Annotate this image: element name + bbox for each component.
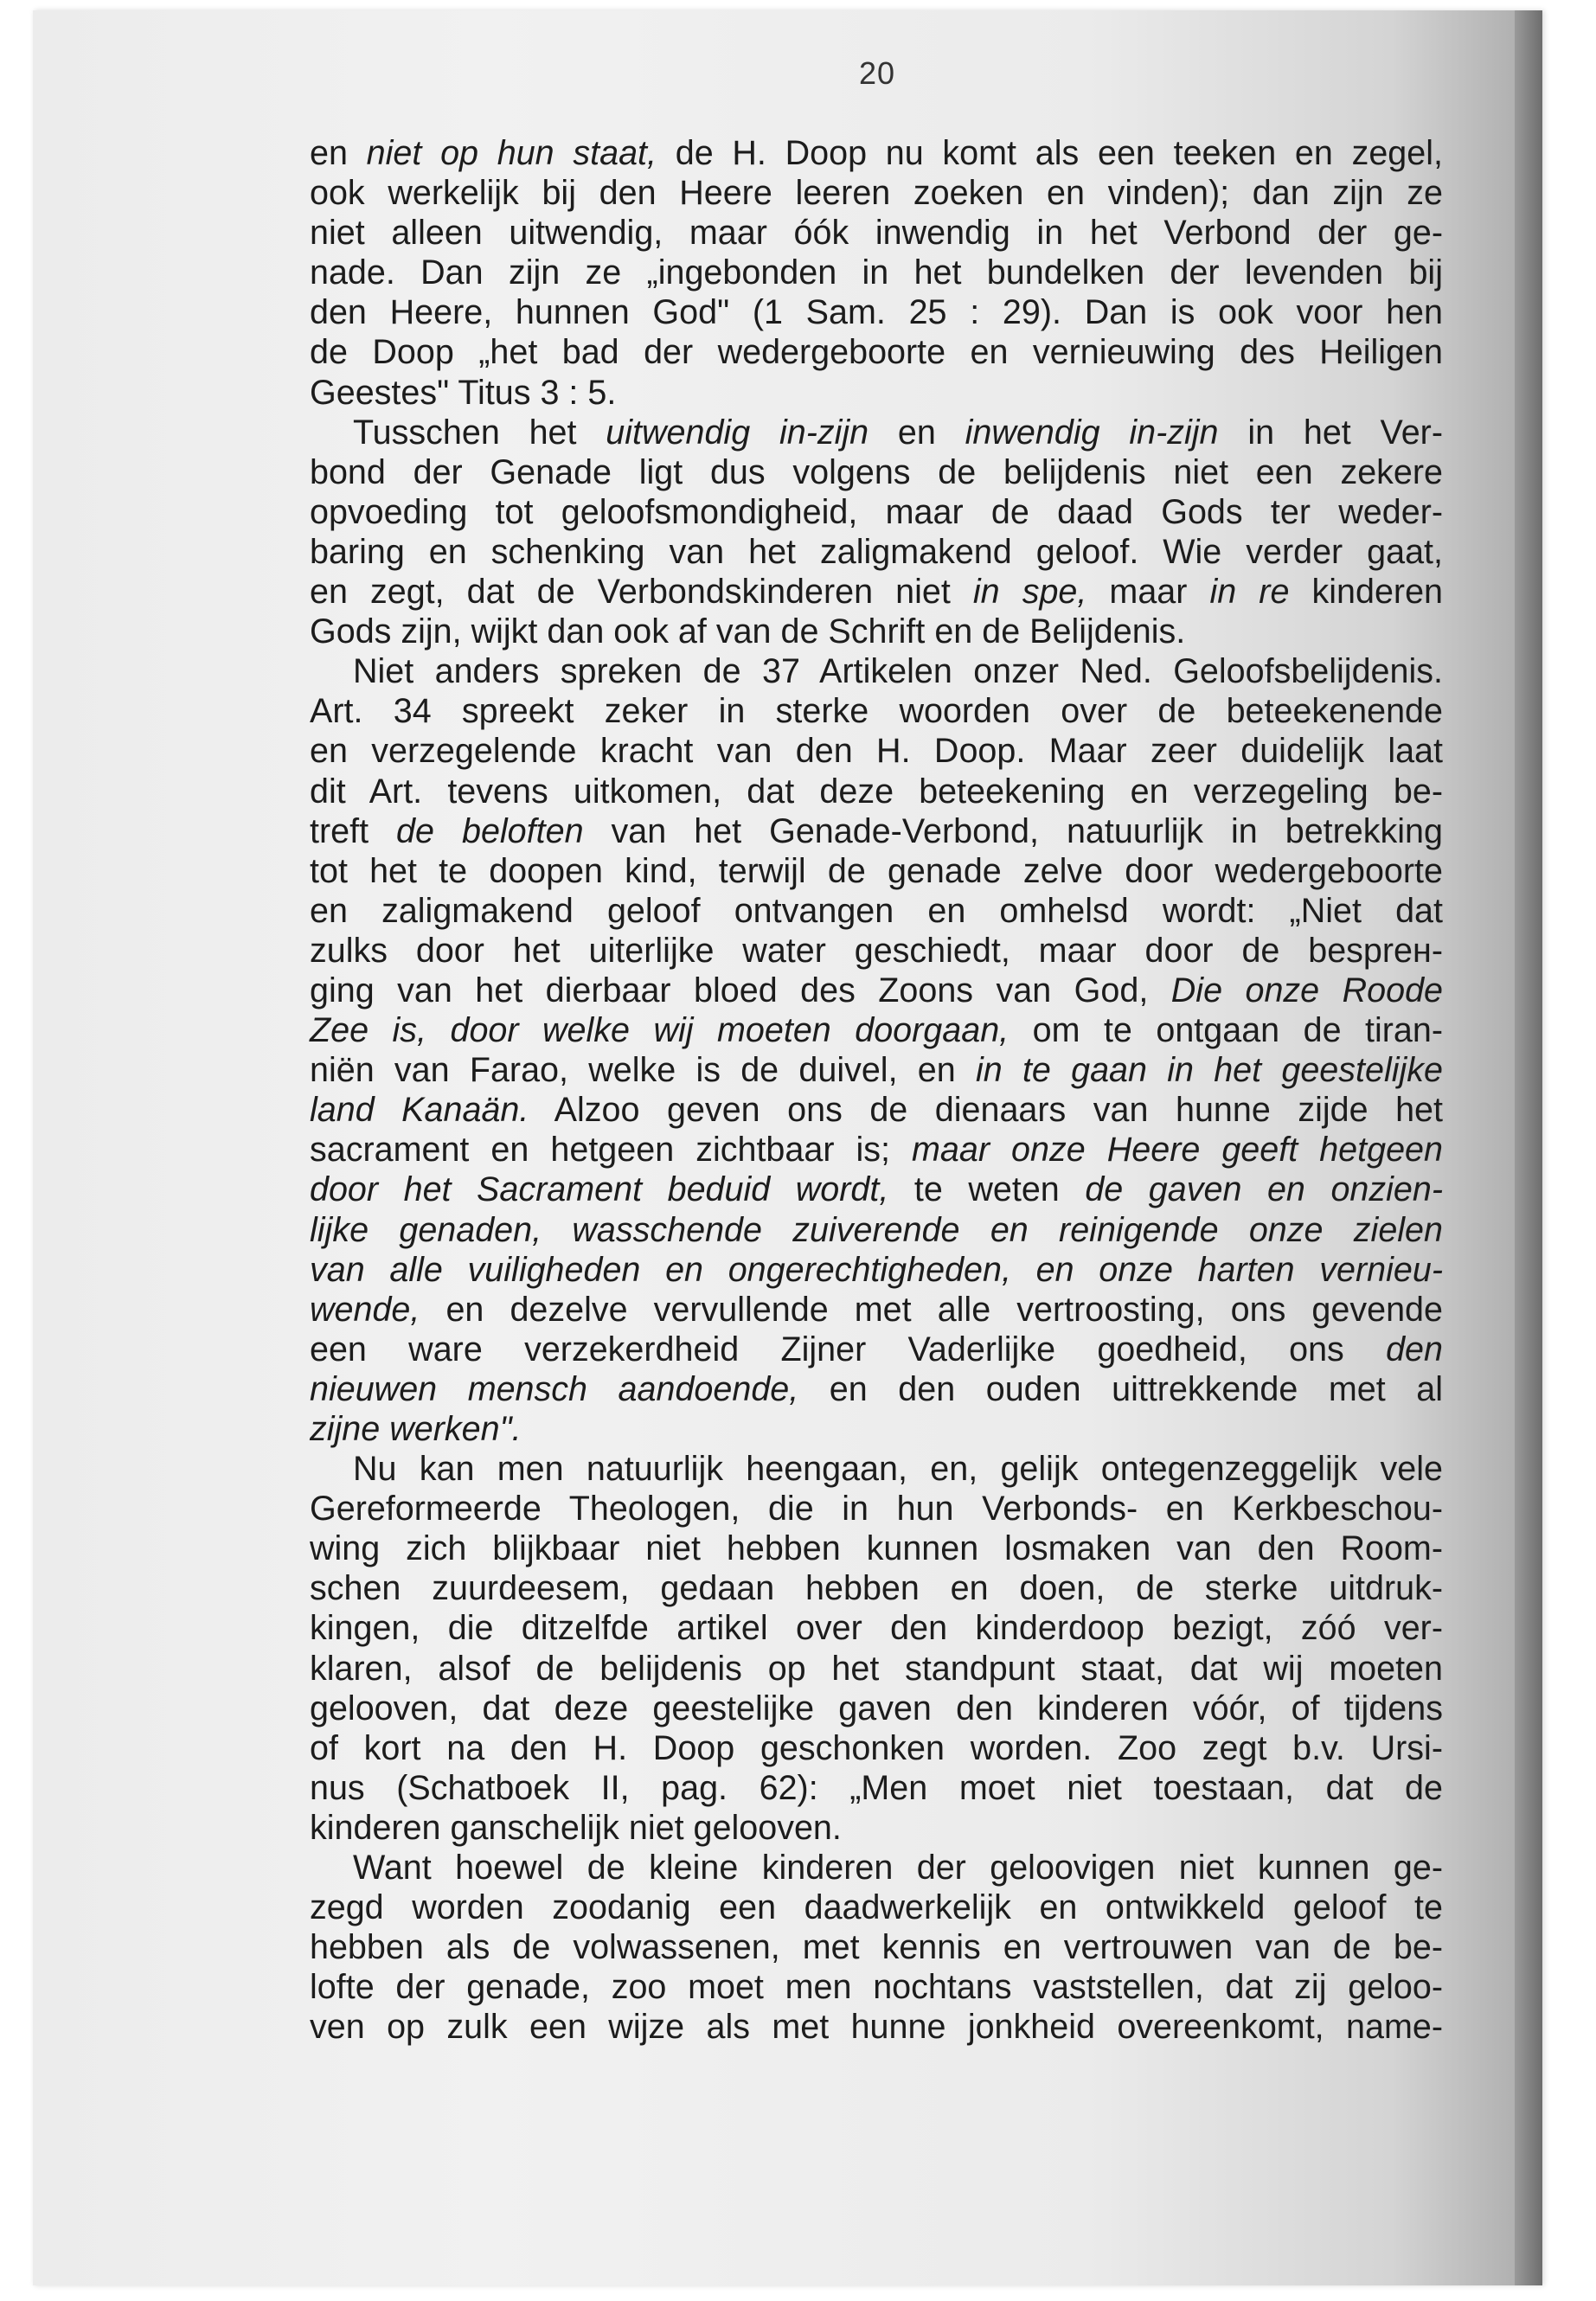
text-segment: kinderen <box>1289 573 1443 612</box>
text-segment: nus (Schatboek II, pag. 62): „Men moet niet toestaan, dat de <box>310 1768 1443 1807</box>
text-segment: gelooven, dat deze geestelijke gaven den kinderen vóór, of tijdens <box>310 1689 1443 1727</box>
text-line <box>310 452 1443 492</box>
italic-text: Die onze Roode <box>1170 971 1444 1009</box>
text-line <box>310 931 1443 971</box>
text-line <box>310 772 1443 811</box>
text-segment: treft <box>310 811 397 850</box>
text-segment: te weten <box>888 1170 1086 1209</box>
text-line <box>310 173 1443 213</box>
text-line <box>310 1210 1443 1250</box>
text-segment: kinderen ganschelijk niet gelooven. <box>310 1808 842 1847</box>
text-line <box>310 1728 1443 1768</box>
text-line <box>310 691 1443 731</box>
text-segment: een ware verzekerdheid Zijner Vaderlijke goedheid, ons <box>310 1330 1387 1368</box>
text-segment: niet alleen uitwendig, maar óók inwendig in het Verbond der ge- <box>310 214 1443 253</box>
text-segment: Alzoo geven ons de dienaars van hunne zijde het <box>529 1091 1443 1130</box>
text-line <box>310 373 1443 413</box>
text-segment: Nu kan men natuurlijk heengaan, en, gelijk ontegenzeggelijk vele <box>353 1450 1443 1489</box>
text-segment: in het Ver- <box>1218 413 1443 452</box>
text-line <box>310 1649 1443 1689</box>
page-number: 20 <box>859 55 896 91</box>
italic-text: de beloften <box>396 811 584 850</box>
body-text <box>310 133 1443 2048</box>
text-line <box>310 1290 1443 1330</box>
text-line <box>310 1130 1443 1170</box>
text-segment: sacrament en hetgeen zichtbaar is; <box>310 1131 913 1170</box>
text-line <box>310 971 1443 1010</box>
text-line <box>310 731 1443 771</box>
text-segment: klaren, alsof de belijdenis op het standpunt staat, dat wij moeten <box>310 1649 1443 1688</box>
text-segment: of kort na den H. Doop geschonken worden. Zoo zegt b.v. Ursi- <box>310 1728 1443 1767</box>
book-page <box>33 10 1542 2285</box>
text-line <box>310 492 1443 532</box>
text-segment: dit Art. tevens uitkomen, dat deze beteekening en verzegeling be- <box>310 772 1443 811</box>
italic-text: uitwendig in-zijn <box>606 413 869 452</box>
text-segment: en den ouden uittrekkende met al <box>798 1369 1443 1408</box>
text-segment: den Heere, hunnen God" (1 Sam. 25 : 29). Dan is ook voor hen <box>310 293 1443 332</box>
text-line <box>310 1848 1443 1888</box>
text-segment: zulks door het uiterlijke water geschiedt, maar door de besprен- <box>310 931 1443 970</box>
italic-text: in re <box>1209 573 1290 612</box>
text-segment: de H. Doop nu komt als een teeken en zegel, <box>657 134 1443 172</box>
italic-text: door het Sacrament beduid wordt, <box>310 1170 889 1209</box>
text-line <box>310 213 1443 253</box>
text-line <box>310 1250 1443 1290</box>
italic-text: den <box>1386 1330 1443 1368</box>
text-segment: tot het te doopen kind, terwijl de genade zelve door wedergeboorte <box>310 851 1443 890</box>
text-segment: opvoeding tot geloofsmondigheid, maar de daad Gods ter weder- <box>310 492 1443 531</box>
text-segment: schen zuurdeesem, gedaan hebben en doen, de sterke uitdruk- <box>310 1569 1443 1608</box>
italic-text: niet op hun staat, <box>366 134 657 172</box>
text-segment: kingen, die ditzelfde artikel over den kinderdoop bezigt, zóó ver- <box>310 1609 1443 1648</box>
text-segment: zegd worden zoodanig een daadwerkelijk en ontwikkeld geloof te <box>310 1888 1443 1927</box>
text-segment: Gods zijn, wijkt dan ook af van de Schrift en de Belijdenis. <box>310 612 1186 651</box>
italic-text: inwendig in-zijn <box>965 413 1219 452</box>
text-segment: en dezelve vervullende met alle vertroosting, ons gevende <box>420 1290 1443 1329</box>
text-segment: en verzegelende kracht van den H. Doop. Maar zeer duidelijk laat <box>310 732 1443 771</box>
text-segment: Tusschen het <box>353 413 606 452</box>
text-line <box>310 332 1443 372</box>
text-line <box>310 1888 1443 1927</box>
text-segment: en zaligmakend geloof ontvangen en omhelsd wordt: „Niet dat <box>310 891 1443 930</box>
text-segment: baring en schenking van het zaligmakend geloof. Wie verder gaat, <box>310 532 1443 571</box>
text-line <box>310 413 1443 452</box>
text-line <box>310 1010 1443 1050</box>
text-line <box>310 1170 1443 1209</box>
text-line <box>310 133 1443 173</box>
italic-text: van alle vuiligheden en ongerechtigheden, en onze harten vernieu- <box>310 1250 1443 1289</box>
text-segment: wing zich blijkbaar niet hebben kunnen losmaken van den Room- <box>310 1529 1443 1568</box>
text-line <box>310 1568 1443 1608</box>
text-line <box>310 532 1443 572</box>
text-segment: ging van het dierbaar bloed des Zoons van God, <box>310 971 1171 1009</box>
text-segment: Art. 34 spreekt zeker in sterke woorden over de beteekenende <box>310 692 1443 731</box>
text-line <box>310 1369 1443 1409</box>
text-segment: Gereformeerde Theologen, die in hun Verbonds- en Kerkbeschou- <box>310 1490 1443 1529</box>
text-line <box>310 1050 1443 1090</box>
text-line <box>310 1808 1443 1848</box>
italic-text: in spe, <box>972 573 1087 612</box>
text-line <box>310 891 1443 931</box>
italic-text: de gaven en onzien- <box>1085 1170 1443 1209</box>
text-segment: de Doop „het bad der wedergeboorte en vernieuwing des Heiligen <box>310 333 1443 372</box>
text-segment: niën van Farao, welke is de duivel, en <box>310 1051 976 1090</box>
text-segment: en <box>869 413 965 452</box>
text-line <box>310 1927 1443 1967</box>
text-line <box>310 572 1443 612</box>
italic-text: land Kanaän. <box>310 1091 529 1130</box>
text-segment: maar <box>1086 573 1210 612</box>
text-segment: om te ontgaan de tiran- <box>1009 1011 1443 1050</box>
text-line <box>310 253 1443 292</box>
text-segment: en <box>310 134 367 172</box>
text-line <box>310 292 1443 332</box>
text-line <box>310 612 1443 651</box>
italic-text: Zee is, door welke wij moeten doorgaan, <box>310 1011 1010 1050</box>
text-line <box>310 1768 1443 1808</box>
text-segment: Geestes" Titus 3 : 5. <box>310 373 617 412</box>
italic-text: nieuwen mensch aandoende, <box>310 1369 799 1408</box>
text-line <box>310 1608 1443 1648</box>
text-segment: ook werkelijk bij den Heere leeren zoeken en vinden); dan zijn ze <box>310 174 1443 213</box>
text-line <box>310 1489 1443 1529</box>
text-line <box>310 2007 1443 2047</box>
text-line <box>310 1967 1443 2007</box>
text-line <box>310 1449 1443 1489</box>
text-segment: van het Genade-Verbond, natuurlijk in betrekking <box>583 811 1443 850</box>
italic-text: in te gaan in het geestelijke <box>975 1051 1443 1090</box>
text-line <box>310 1090 1443 1130</box>
text-segment: hebben als de volwassenen, met kennis en vertrouwen van de be- <box>310 1928 1443 1967</box>
text-segment: en zegt, dat de Verbondskinderen niet <box>310 573 973 612</box>
text-line <box>310 1330 1443 1369</box>
text-line <box>310 851 1443 891</box>
page-edge-shadow <box>1515 10 1542 2285</box>
italic-text: wende, <box>310 1290 420 1329</box>
italic-text: lijke genaden, wasschende zuiverende en reinigende onze zielen <box>310 1210 1443 1249</box>
italic-text: zijne werken". <box>310 1410 522 1448</box>
text-segment: lofte der genade, zoo moet men nochtans vaststellen, dat zij geloo- <box>310 1968 1443 2007</box>
text-segment: Want hoewel de kleine kinderen der geloovigen niet kunnen ge- <box>353 1849 1443 1888</box>
text-line <box>310 1689 1443 1728</box>
text-line <box>310 811 1443 851</box>
text-segment: Niet anders spreken de 37 Artikelen onzer Ned. Geloofsbelijdenis. <box>353 652 1443 691</box>
text-segment: nade. Dan zijn ze „ingebonden in het bundelken der levenden bij <box>310 253 1443 292</box>
text-line <box>310 1409 1443 1449</box>
text-line <box>310 1529 1443 1568</box>
text-segment: bond der Genade ligt dus volgens de belijdenis niet een zekere <box>310 452 1443 491</box>
text-segment: ven op zulk een wijze als met hunne jonkheid overeenkomt, name- <box>310 2008 1443 2047</box>
text-line <box>310 651 1443 691</box>
italic-text: maar onze Heere geeft hetgeen <box>912 1131 1443 1170</box>
